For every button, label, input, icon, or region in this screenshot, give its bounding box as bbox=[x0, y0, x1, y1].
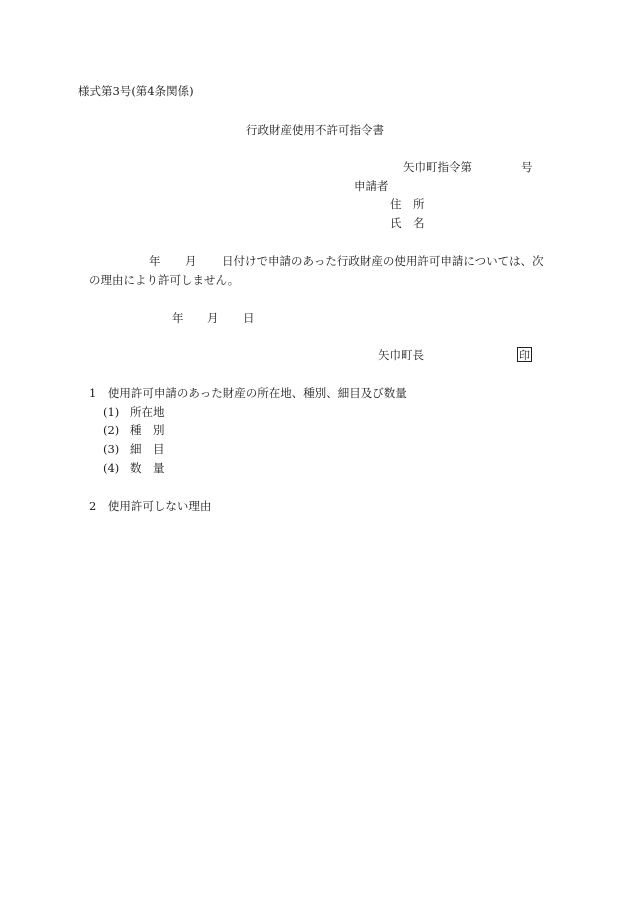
date-day: 日 bbox=[243, 311, 255, 325]
applicant-name-label: 氏 名 bbox=[390, 216, 425, 230]
item-1-number: (1) bbox=[103, 405, 120, 419]
section-1-heading: 1 使用許可申請のあった財産の所在地、種別、細目及び数量 bbox=[89, 386, 407, 400]
body-line-2: の理由により許可しません。 bbox=[89, 273, 240, 287]
item-2-number: (2) bbox=[103, 423, 120, 437]
date-month: 月 bbox=[207, 311, 219, 325]
seal-mark: 印 bbox=[519, 349, 530, 362]
reference-prefix: 矢巾町指令第 bbox=[403, 160, 472, 174]
item-3-label: 細 目 bbox=[130, 442, 165, 456]
item-4-label: 数 量 bbox=[130, 461, 165, 475]
item-3-number: (3) bbox=[103, 442, 120, 456]
reference-suffix: 号 bbox=[521, 160, 533, 174]
issuer-label: 矢巾町長 bbox=[378, 348, 424, 362]
item-2-label: 種 別 bbox=[130, 423, 165, 437]
body-year: 年 bbox=[149, 254, 161, 268]
item-4-number: (4) bbox=[103, 461, 120, 475]
section-2-heading: 2 使用許可しない理由 bbox=[89, 499, 212, 513]
body-month: 月 bbox=[185, 254, 197, 268]
applicant-address-label: 住 所 bbox=[390, 197, 425, 211]
document-title: 行政財産使用不許可指令書 bbox=[246, 123, 384, 137]
date-year: 年 bbox=[172, 311, 184, 325]
applicant-label: 申請者 bbox=[354, 179, 389, 193]
body-day-text: 日付けで申請のあった行政財産の使用許可申請については、次 bbox=[222, 254, 544, 268]
item-1-label: 所在地 bbox=[130, 405, 165, 419]
form-number: 様式第3号(第4条関係) bbox=[78, 84, 194, 98]
